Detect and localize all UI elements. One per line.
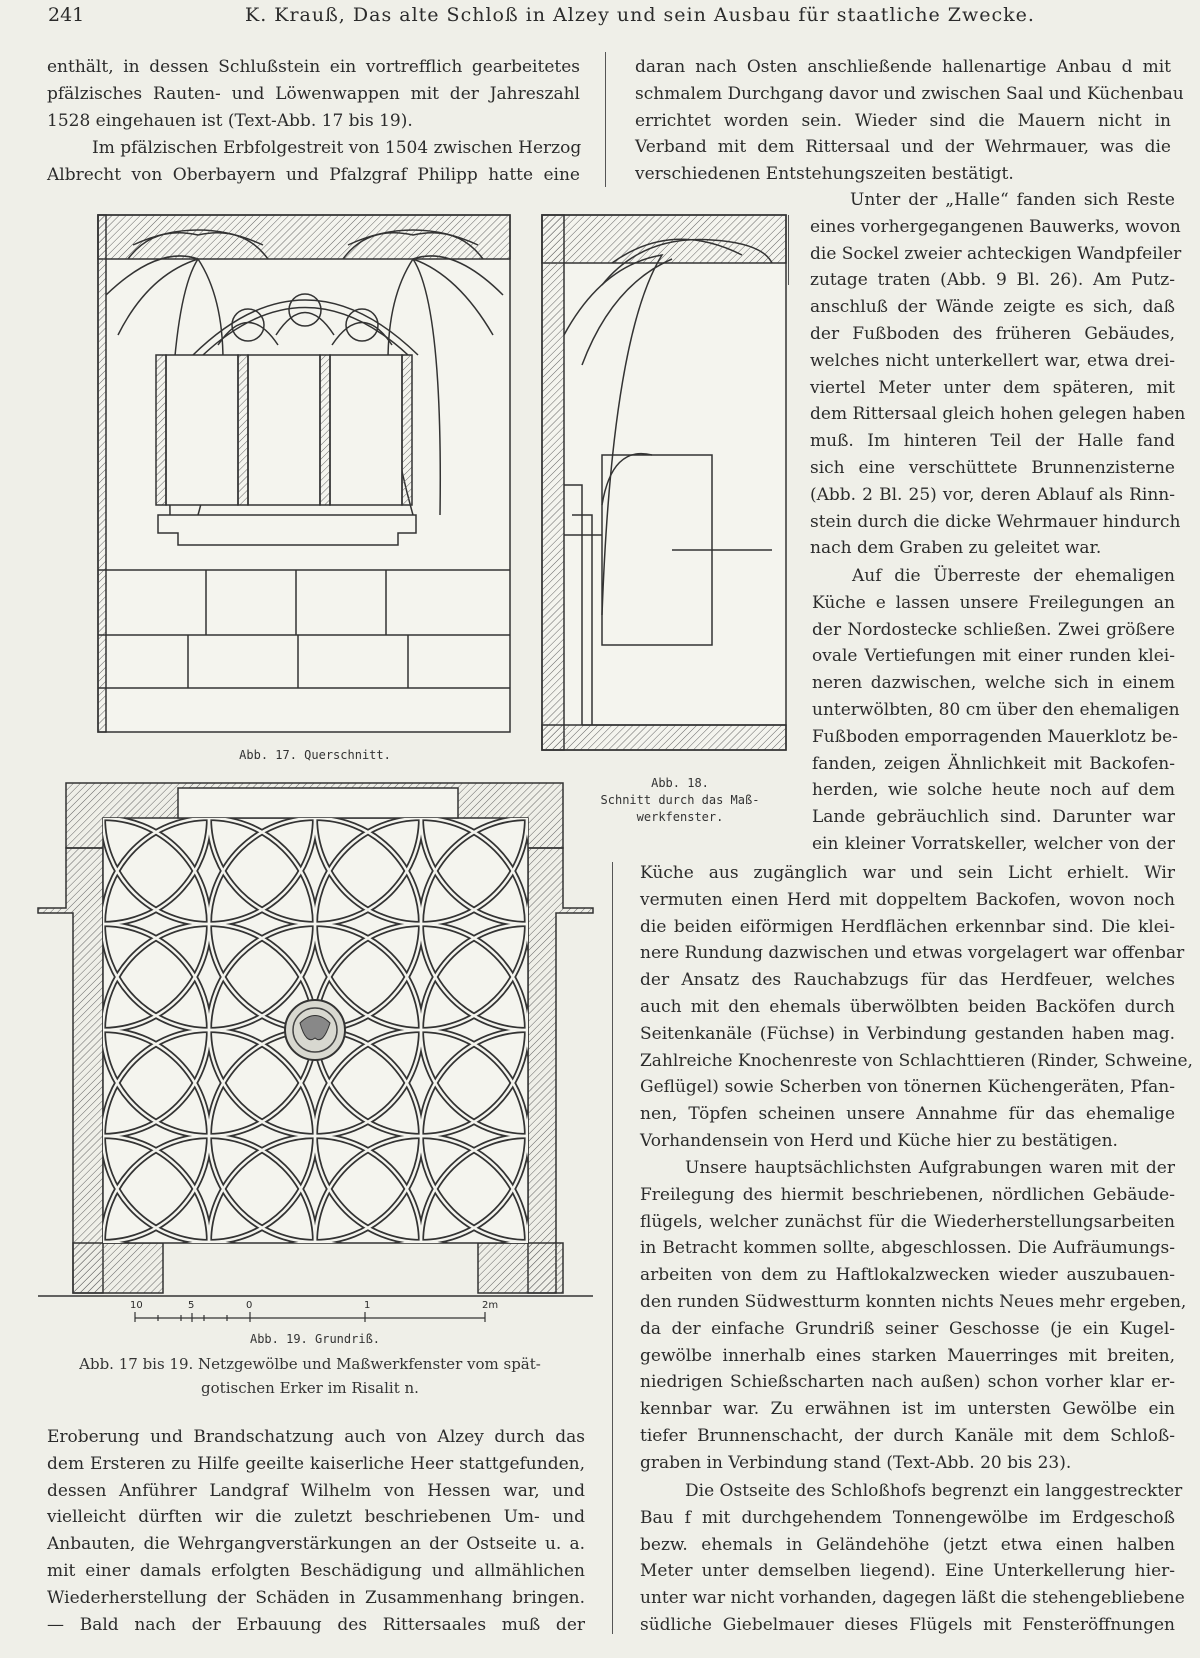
text-line: die Sockel zweier achteckigen Wandpfeiler <box>810 243 1182 264</box>
text-line: in Betracht kommen sollte, abgeschlossen. Die Aufräumungs- <box>640 1238 1175 1259</box>
text-line: dessen Anführer Landgraf Wilhelm von Hessen war, und <box>47 1480 585 1501</box>
running-title: K. Krauß, Das alte Schloß in Alzey und sein Ausbau für staatliche Zwecke. <box>245 4 1035 26</box>
text-line: vielleicht dürften wir die zuletzt beschriebenen Um- und <box>47 1507 585 1528</box>
scale-bar <box>130 1302 500 1328</box>
text-line: unterwölbten, 80 cm über den ehemaligen <box>812 699 1180 720</box>
vault-rib-circle <box>209 1242 421 1454</box>
text-line: ein kleiner Vorratskeller, welcher von der <box>812 833 1175 854</box>
text-line: fanden, zeigen Ähnlichkeit mit Backofen- <box>812 753 1175 774</box>
figures-main-caption <box>60 1352 560 1400</box>
text-line: Seitenkanäle (Füchse) in Verbindung gestanden haben mag. <box>640 1023 1175 1044</box>
text-line: niedrigen Schießscharten nach außen) schon vorher klar er- <box>640 1372 1175 1393</box>
text-line: enthält, in dessen Schlußstein ein vortrefflich gearbeitetes <box>47 57 580 77</box>
scale-label: 0 <box>246 1300 253 1311</box>
text-line: eines vorhergegangenen Bauwerks, wovon <box>810 216 1181 237</box>
text-line: Zahlreiche Knochenreste von Schlachttieren (Rinder, Schweine, <box>640 1050 1193 1071</box>
text-line: Geflügel) sowie Scherben von tönernen Küchengeräten, Pfan- <box>640 1077 1175 1098</box>
page-number: 241 <box>48 4 85 26</box>
text-line: kennbar war. Zu erwähnen ist im untersten Gewölbe ein <box>640 1399 1175 1420</box>
text-line: Fußboden emporragenden Mauerklotz be- <box>812 726 1178 747</box>
text-line: Wiederherstellung der Schäden in Zusammenhang bringen. <box>47 1587 585 1608</box>
column-rule-bottom <box>612 862 613 1634</box>
caption-line: gotischen Erker im Risalit n. <box>201 1379 419 1397</box>
scale-label: 10 <box>130 1300 143 1311</box>
text-line: verschiedenen Entstehungszeiten bestätigt. <box>635 164 1014 185</box>
text-line: flügels, welcher zunächst für die Wiederherstellungsarbeiten <box>640 1211 1175 1232</box>
figure-18-caption-line: werkfenster. <box>636 810 724 824</box>
text-line: nach dem Graben zu geleitet war. <box>810 538 1102 559</box>
text-line: stein durch die dicke Wehrmauer hindurch <box>810 511 1181 532</box>
text-line: muß. Im hinteren Teil der Halle fand <box>810 431 1175 452</box>
text-line: Die Ostseite des Schloßhofs begrenzt ein langgestreckter <box>685 1481 1183 1501</box>
text-line: dem Rittersaal gleich hohen gelegen haben <box>810 404 1186 425</box>
text-line: unter war nicht vorhanden, dagegen läßt die stehengebliebene <box>640 1588 1185 1609</box>
text-line: ovale Vertiefungen mit einer runden klei- <box>812 646 1175 667</box>
text-line: bezw. ehemals in Geländehöhe (jetzt etwa einen halben <box>640 1534 1175 1555</box>
scale-label: 1 <box>364 1300 371 1311</box>
text-line: welches nicht unterkellert war, etwa drei- <box>810 350 1175 371</box>
text-line: errichtet worden sein. Wieder sind die Mauern nicht in <box>635 110 1171 131</box>
text-line: mit einer damals erfolgten Beschädigung und allmählichen <box>47 1560 585 1581</box>
text-line: Unter der „Halle“ fanden sich Reste <box>850 190 1175 210</box>
vault-rib-circle <box>209 1242 421 1454</box>
figure-17-cross-section <box>98 215 513 735</box>
figure-19-plan <box>38 783 593 1298</box>
left-para-1 <box>47 54 580 134</box>
left-para-2 <box>47 135 580 189</box>
text-line: dem Ersteren zu Hilfe geeilte kaiserliche Heer stattgefunden, <box>47 1453 585 1474</box>
text-line: Küche e lassen unsere Freilegungen an <box>812 592 1175 613</box>
text-line: Im pfälzischen Erbfolgestreit von 1504 zwischen Herzog <box>92 138 582 158</box>
right-para-wide <box>640 860 1193 1155</box>
text-line: (Abb. 2 Bl. 25) vor, deren Ablauf als Rinn- <box>810 484 1175 505</box>
text-line: die beiden eiförmigen Herdflächen erkennbar sind. Die klei- <box>640 916 1175 937</box>
figure-18-section <box>542 215 792 755</box>
text-line: Freilegung des hiermit beschriebenen, nördlichen Gebäude- <box>640 1184 1175 1205</box>
text-line: graben in Verbindung stand (Text-Abb. 20 bis 23). <box>640 1452 1072 1473</box>
text-line: der Ansatz des Rauchabzugs für das Herdfeuer, welches <box>640 970 1175 991</box>
text-line: Bau f mit durchgehendem Tonnengewölbe im Erdgeschoß <box>640 1507 1175 1528</box>
right-para-grabung <box>640 1155 1187 1477</box>
left-para-3 <box>47 1424 585 1638</box>
text-line: Vorhandensein von Herd und Küche hier zu bestätigen. <box>640 1130 1118 1151</box>
text-line: Verband mit dem Rittersaal und der Wehrmauer, was die <box>635 137 1171 158</box>
text-line: 1528 eingehauen ist (Text-Abb. 17 bis 19). <box>47 110 413 131</box>
text-line: pfälzisches Rauten- und Löwenwappen mit der Jahreszahl <box>47 83 580 104</box>
text-line: südliche Giebelmauer dieses Flügels mit Fensteröffnungen <box>640 1614 1175 1635</box>
text-line: der Nordostecke schließen. Zwei größere <box>812 619 1175 640</box>
text-line: arbeiten von dem zu Haftlokalzwecken wieder auszubauen- <box>640 1265 1175 1286</box>
text-line: vermuten einen Herd mit doppeltem Backofen, wovon noch <box>640 889 1175 910</box>
text-line: Unsere hauptsächlichsten Aufgrabungen waren mit der <box>685 1158 1175 1178</box>
text-line: da der einfache Grundriß seiner Geschosse (je ein Kugel- <box>640 1318 1175 1339</box>
text-line: auch mit den ehemals überwölbten beiden Backöfen durch <box>640 996 1175 1017</box>
text-line: herden, wie solche heute noch auf dem <box>812 780 1175 801</box>
right-para-kueche <box>812 563 1180 858</box>
text-line: sich eine verschüttete Brunnenzisterne <box>810 457 1175 478</box>
scale-label: 2m <box>482 1300 499 1311</box>
text-line: Küche aus zugänglich war und sein Licht erhielt. Wir <box>640 863 1175 883</box>
text-line: anschluß der Wände zeigte es sich, daß <box>810 297 1175 318</box>
figure-18-caption-line: Abb. 18. <box>651 776 709 790</box>
figure-17-caption: Abb. 17. Querschnitt. <box>239 748 391 762</box>
text-line: gewölbe innerhalb eines starken Mauerringes mit breiten, <box>640 1345 1175 1366</box>
right-para-top <box>635 54 1184 188</box>
text-line: nen, Töpfen scheinen unsere Annahme für das ehemalige <box>640 1104 1175 1125</box>
text-line: neren dazwischen, welche sich in einem <box>812 673 1175 694</box>
caption-line: Abb. 17 bis 19. Netzgewölbe und Maßwerkfenster vom spät- <box>79 1355 541 1373</box>
figure-18-caption-line: Schnitt durch das Maß- <box>600 793 760 807</box>
text-line: Meter unter demselben liegend). Eine Unterkellerung hier- <box>640 1561 1175 1582</box>
text-line: Anbauten, die Wehrgangverstärkungen an der Ostseite u. a. <box>47 1534 585 1555</box>
scale-label: 5 <box>188 1300 195 1311</box>
text-line: schmalem Durchgang davor und zwischen Saal und Küchenbau <box>635 83 1184 104</box>
right-para-halle <box>810 187 1186 562</box>
figure-19-caption: Abb. 19. Grundriß. <box>249 1332 381 1346</box>
column-rule-top <box>605 52 606 187</box>
text-line: Auf die Überreste der ehemaligen <box>852 566 1175 586</box>
text-line: den runden Südwestturm konnten nichts Neues mehr ergeben, <box>640 1291 1187 1312</box>
text-line: zutage traten (Abb. 9 Bl. 26). Am Putz- <box>810 270 1175 291</box>
figure-18-caption <box>600 775 760 826</box>
right-para-ostseite <box>640 1478 1185 1639</box>
text-line: Eroberung und Brandschatzung auch von Alzey durch das <box>47 1427 585 1447</box>
text-line: nere Rundung dazwischen und etwas vorgelagert war offenbar <box>640 943 1185 964</box>
text-line: Lande gebräuchlich sind. Darunter war <box>812 807 1175 828</box>
text-line: — Bald nach der Erbauung des Rittersaales muß der <box>47 1614 585 1635</box>
text-line: Albrecht von Oberbayern und Pfalzgraf Philipp hatte eine <box>47 164 580 185</box>
text-line: viertel Meter unter dem späteren, mit <box>810 377 1175 398</box>
text-line: tiefer Brunnenschacht, der durch Kanäle mit dem Schloß- <box>640 1425 1175 1446</box>
text-line: daran nach Osten anschließende hallenartige Anbau d mit <box>635 57 1171 77</box>
text-line: der Fußboden des früheren Gebäudes, <box>810 323 1175 344</box>
